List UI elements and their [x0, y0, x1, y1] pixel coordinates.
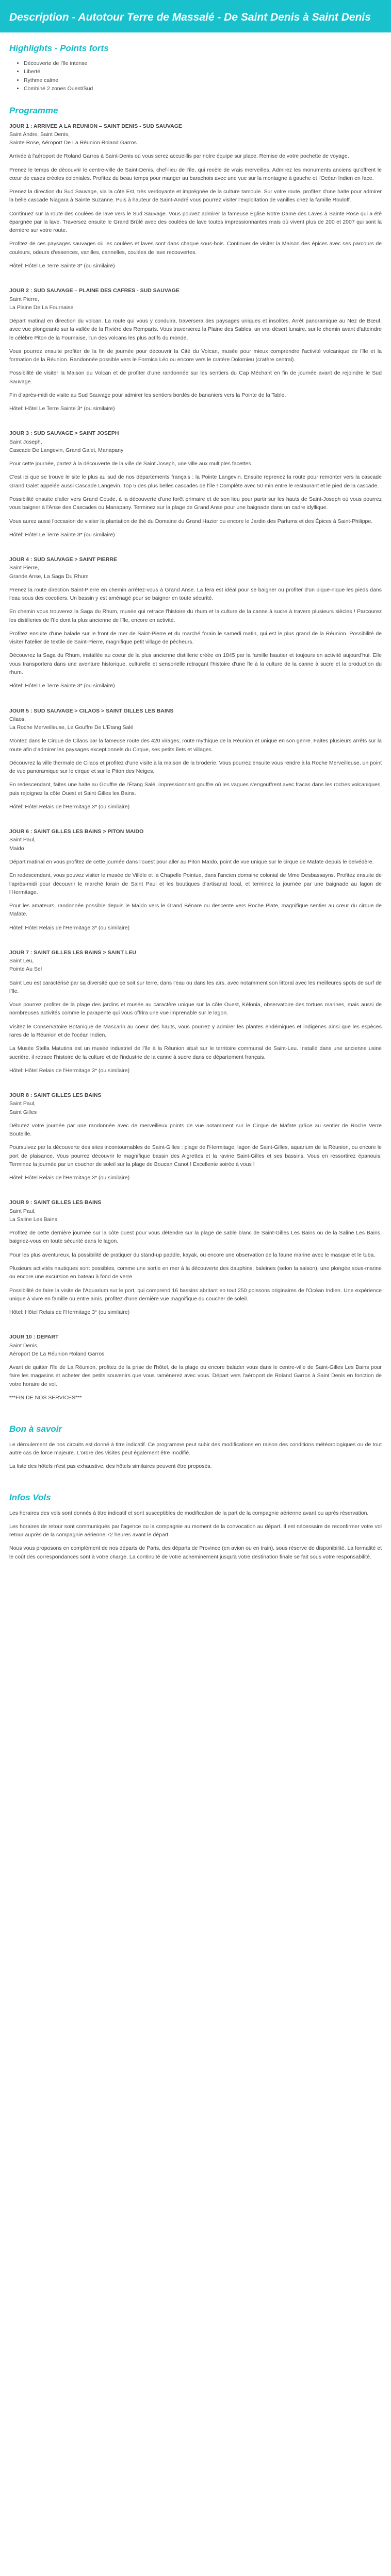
day-paragraph: Pour les amateurs, randonnée possible depuis le Maïdo vers le Grand Bénare ou descente vers Roche Plate, magnifique sentier au cœur du cirque de Mafate. [9, 903, 382, 918]
day-places: Saint Pierre, [9, 565, 39, 571]
day-title: JOUR 8 : SAINT GILLES LES BAINS [9, 1092, 102, 1099]
day-places: Saint Paul, [9, 1100, 36, 1107]
hotel-line: Hôtel: Hôtel Relais de l'Hermitage 3* (ou similaire) [9, 803, 130, 810]
day-paragraph: Prenez la route direction Saint-Pierre en chemin arrêtez-vous à Grand Anse. La fera est idéal pour se baigner ou profiter d'un pique-nique les pieds dans l'eau sous des cocotiers. Un bassin y est aménagé pour se baigner en toute sécurité. [9, 586, 382, 602]
day-paragraph: En redescendant, vous pouvez visiter le musée de Villèle et la Chapelle Pointue, dans l'ancien domaine colonial de Mme Desbassayns. Profitez ensuite de l'après-midi pour découvrir le marché forain de Saint Paul et les boutiques d'artisanat local, et terminez la journée par une baignade au lagon de l'Hermitage. [9, 872, 382, 895]
day-places: Saint Pierre, [9, 296, 39, 302]
day-paragraph: Départ matinal en direction du volcan. La route qui vous y conduira, traversera des paysages uniques et insolites. Arrêt panoramique au Nez de Bœuf, avec vue plongeante sur la vallée de la Rivière des Remparts. Vous traverserez la Plaine des Sables, un vrai désert lunaire, sur le chemin avant d'atteindre le célèbre Piton de la Fournaise, l'un des volcans les plus actifs du monde. [9, 318, 382, 341]
day-places: La Plaine De La Fournaise [9, 304, 74, 311]
day-paragraph: Prenez la direction du Sud Sauvage, via la côte Est, très verdoyante et imprégnée de la culture tamoule. Sur votre route, profitez d'une halte pour admirer la belle cascade Niagara à Sainte Suzanne. Puis à hauteur de Saint-André vous pourrez visiter l'exploitation de vanilles chez la famille Rouloff. [9, 189, 382, 204]
day-paragraph: Départ matinal en vous profitez de cette journée dans l'ouest pour aller au Piton Maïdo, point de vue unique sur le cirque de Mafate depuis le belvédère. [9, 858, 374, 865]
day-paragraph: Profitez de ces paysages sauvages où les coulées et laves sont dans chaque sous-bois. Continuer de visiter la Maison des épices avec ses parcours de couleurs, odeurs d'essences, vanilles, cannelles, coulées de lave recouvertes. [9, 241, 382, 256]
hotel-line: Hôtel: Hôtel Relais de l'Hermitage 3* (ou similaire) [9, 1309, 130, 1316]
day-paragraph: En chemin vous trouverez la Saga du Rhum, musée qui retrace l'histoire du rhum et la culture de la canne à sucre à travers plusieurs siècles ! Parcourez les distilleries de l'île dont la plus ancienne de l'île, encore en activité. [9, 608, 382, 623]
day-paragraph: Vous pourrez ensuite profiter de la fin de journée pour découvrir la Cité du Volcan, musée pour mieux comprendre l'activité volcanique de l'île et la formation de la Réunion. Randonnée possible vers le Formica Léo ou encore vers le cratère Dolomieu (cratère central). [9, 348, 382, 363]
day-title: JOUR 4 : SUD SAUVAGE > SAINT PIERRE [9, 556, 117, 563]
day-title: JOUR 2 : SUD SAUVAGE – PLAINE DES CAFRES - SUD SAUVAGE [9, 287, 180, 294]
day-title: JOUR 5 : SUD SAUVAGE > CILAOS > SAINT GILLES LES BAINS [9, 707, 174, 714]
hotel-line: Hôtel: Hôtel Relais de l'Hermitage 3* (ou similaire) [9, 1175, 130, 1181]
bon-voyage-paragraph: La liste des hôtels n'est pas exhaustive, des hôtels similaires peuvent être proposés. [9, 1463, 212, 1470]
day-places: Cilaos, [9, 716, 26, 722]
day-paragraph: Saint Leu est caractérisé par sa diversité que ce soit sur terre, dans l'eau ou dans les airs, avec notamment son littoral avec les meilleures spots de surf de l'île. [9, 979, 382, 994]
day-places: Saint Joseph, [9, 438, 42, 445]
day-paragraph: Débutez votre journée par une randonnée avec de merveilleux points de vue notamment sur le Cirque de Mafate grâce au sentier de Roche Verre Bouteille. [9, 1122, 382, 1138]
day-paragraph: Possibilité de visiter la Maison du Volcan et de profiter d'une randonnée sur les sentiers du Cap Méchant en fin de journée avant de rejoindre le Sud Sauvage. [9, 370, 382, 385]
day-places: Sainte Rose, Aéroport De La Réunion Roland Garros [9, 140, 137, 146]
day-block [9, 1198, 382, 1316]
hotel-line: Hôtel: Hôtel Le Terre Sainte 3* (ou similaire) [9, 405, 115, 412]
day-places: Saint Andre, Saint Denis, [9, 131, 70, 138]
day-paragraph: Découvrez la ville thermale de Cilaos et profitez d'une visite à la maison de la broderie. Vous pourrez ensuite vous rendre à la Roche Merveilleuse, un point de vue panoramique sur le cirque et sur le Piton des Neiges. [9, 759, 382, 775]
day-places: Saint Denis, [9, 1342, 39, 1349]
hotel-line: Hôtel: Hôtel Le Terre Sainte 3* (ou similaire) [9, 683, 115, 689]
day-paragraph: Découvrez la Saga du Rhum, installée au coeur de la plus ancienne distillerie créée en 1845 par la famille Isautier et toujours en activité aujourd'hui. Elle vous transportera dans une aventure historique, culturelle et sensorielle retraçant l'histoire d'une île à la culture de la canne à sucre et la production du rhum. [9, 652, 382, 675]
day-places: Cascade De Langevin, Grand Galet, Manapany [9, 447, 124, 453]
day-title: JOUR 10 : DEPART [9, 1334, 59, 1341]
day-block [9, 1091, 382, 1182]
bon-voyage-text [9, 1440, 382, 1471]
day-paragraph: C'est ici que se trouve le site le plus au sud de nos départements français : la Pointe Langevin. Ensuite reprenez la route pour remonter vers la cascade Grand Galet appelée aussi Cascade Langevin. Top 5 des plus belles cascades de l'île ! Complète avec 50 min entre le restaurant et le pied de la cascade. [9, 474, 382, 489]
day-places: Aéroport De La Réunion Roland Garros [9, 1350, 105, 1357]
day-paragraph: Profitez de cette dernière journée sur la côte ouest pour vous détendre sur la plage de sable blanc de Saint-Gilles Les Bains ou de la Saline Les Bains, baignez-vous en toute sécurité dans le lagon. [9, 1230, 382, 1245]
day-places: Saint Paul, [9, 1208, 36, 1214]
hotel-line: Hôtel: Hôtel Le Terre Sainte 3* (ou similaire) [9, 262, 115, 269]
day-paragraph: Montez dans le Cirque de Cilaos par la fameuse route des 420 virages, route mythique de la Réunion et unique en son genre. Faites plusieurs arrêts sur la route afin d'admirer les paysages exceptionnels du Cirque, ses petits îlets et villages. [9, 738, 382, 753]
bon-voyage-heading: Bon à savoir [9, 1424, 62, 1434]
hotel-line: Hôtel: Hôtel Relais de l'Hermitage 3* (ou similaire) [9, 924, 130, 931]
day-block [9, 707, 382, 811]
content [0, 32, 391, 1582]
day-paragraph: ***FIN DE NOS SERVICES*** [9, 1394, 82, 1401]
day-places: Grande Anse, La Saga Du Rhum [9, 573, 89, 580]
highlight-item: • Rythme calme [24, 76, 382, 84]
infos-text [9, 1509, 382, 1561]
highlights-heading: Highlights - Points forts [9, 43, 109, 53]
day-block [9, 286, 382, 413]
day-block [9, 555, 382, 690]
highlights-list [9, 59, 382, 93]
day-paragraph: Vous aurez aussi l'occasion de visiter la plantation de thé du Domaine du Grand Hazier ou encore le Jardin des Parfums et des Épices à Saint-Philippe. [9, 518, 373, 524]
day-block [9, 122, 382, 270]
day-paragraph: Possibilité de faire la visite de l'Aquarium sur le port, qui comprend 16 bassins abritant en tout 250 poissons originaires de l'Océan Indien. Une expérience unique à vivre en famille ou entre amis, profitez d'une dernière vue magnifique du coucher de soleil. [9, 1287, 382, 1302]
day-paragraph: Pour cette journée, partez à la découverte de la ville de Saint Joseph, une ville aux multiples facettes. [9, 461, 253, 467]
day-paragraph: Possibilité ensuite d'aller vers Grand Coude, à la découverte d'une forêt primaire et de son lieu pour partir sur les hauts de Saint-Joseph où vous pourrez vous baigner à l'Anse des Cascades ou Manapany. Terminez sur la plage de Grand Anse pour une baignade dans un cadre idyllique. [9, 496, 382, 511]
day-title: JOUR 9 : SAINT GILLES LES BAINS [9, 1199, 102, 1206]
day-places: Saint Paul, [9, 837, 36, 843]
day-paragraph: Fin d'après-midi de visite au Sud Sauvage pour admirer les sentiers bordés de bananiers vers la Pointe de la Table. [9, 392, 286, 398]
day-paragraph: Avant de quitter l'île de La Réunion, profitez de la prise de l'hôtel, de la plage ou encore balader vous dans le centre-ville de Saint-Gilles Les Bains pour faire les magasins et acheter des petits souvenirs que vous ramènerez avec vous. Départ vers l'aéroport de Roland Garros à Saint Denis en fonction de votre horaire de vol. [9, 1364, 382, 1387]
day-paragraph: La Musée Stella Matutina est un musée industriel de l'île à la Réunion situé sur le territoire communal de Saint-Leu. Installé dans une ancienne usine sucrière, il retrace l'histoire de la culture et de l'industrie de la canne à sucre dans ce département français. [9, 1045, 382, 1060]
day-paragraph: Poursuivez par la découverte des sites incontournables de Saint-Gilles : plage de l'Hermitage, lagon de Saint-Gilles, aquarium de la Réunion, ou encore le port de plaisance. Vous pourrez découvrir le magnifique bassin des Aigrettes et la ravine Saint-Gilles et ses bassins. Vous en ressortirez épanouis. Terminez la journée par un coucher de soleil sur la plage de Boucan Canot ! Excellente soirée à vous ! [9, 1144, 382, 1167]
program-heading: Programme [9, 106, 58, 116]
infos-paragraph: Nous vous proposons en complément de nos départs de Paris, des départs de Province (en avion ou en train), sous réserve de disponibilité. La formalité et le coût des correspondances sont à votre charge. La continuité de votre acheminement jusqu'à votre destination finale se fait sous votre responsabilité. [9, 1545, 382, 1560]
day-paragraph: Arrivée à l'aéroport de Roland Garros à Saint-Denis où vous serez accueillis par notre équipe sur place. Remise de votre pochette de voyage. [9, 153, 349, 160]
day-block [9, 948, 382, 1075]
day-paragraph: Visitez le Conservatoire Botanique de Mascarin au coeur des hauts, vous pourrez y admirer les plantes endémiques et indigènes ainsi que les espèces rares de la Réunion et de l'océan Indien. [9, 1023, 382, 1038]
day-places: Maido [9, 845, 24, 852]
day-paragraph: Continuez sur la route des coulées de lave vers le Sud Sauvage. Vous pouvez admirer la fameuse Église Notre Dame des Laves à Sainte Rose qui a été épargnée par la lave. Traversez ensuite le Grand Brûlé avec des coulées de lave toutes impressionnantes mais où vivent plus de 200 et 2007 qui sont la dernière sur votre route. [9, 210, 382, 234]
day-places: Pointe Au Sel [9, 966, 42, 973]
highlight-item: • Combiné 2 zones Ouest/Sud [24, 84, 382, 93]
day-places: La Saline Les Bains [9, 1216, 57, 1223]
hotel-line: Hôtel: Hôtel Relais de l'Hermitage 3* (ou similaire) [9, 1067, 130, 1074]
day-block [9, 827, 382, 932]
page-title: Description - Autotour Terre de Massalé - De Saint Denis à Saint Denis [9, 11, 371, 23]
day-paragraph: En redescendant, faites une halte au Gouffre de l'Étang Salé, impressionnant gouffre où les vagues s'engouffrent avec fracas dans les roches volcaniques, puis rejoignez la côte Ouest et Saint Gilles les Bains. [9, 782, 382, 796]
day-places: Saint Leu, [9, 958, 34, 964]
day-title: JOUR 6 : SAINT GILLES LES BAINS > PITON MAIDO [9, 828, 144, 835]
bon-voyage-paragraph: Le déroulement de nos circuits est donné à titre indicatif. Ce programme peut subir des modifications en raison des conditions météorologiques ou de tout autre cas de force majeure. L'ordre des visites peut également être modifié. [9, 1441, 382, 1456]
infos-paragraph: Les horaires de retour sont communiqués par l'agence ou la compagnie au moment de la convocation au départ. Il est nécessaire de reconfirmer votre vol retour auprès de la compagnie aérienne 72 heures avant le départ. [9, 1523, 382, 1538]
highlight-item: • Découverte de l'île intense [24, 59, 382, 67]
day-paragraph: Profitez ensuite d'une balade sur le front de mer de Saint-Pierre et du marché forain le samedi matin, qui est le plus grand de la Réunion. Possibilité de visiter l'atelier de textile de Saint-Pierre, magnifique petit village de pêcheurs. [9, 630, 382, 646]
day-paragraph: Pour les plus aventureux, la possibilité de pratiquer du stand-up paddle, kayak, ou encore une observation de la faune marine avec le masque et le tuba. [9, 1251, 376, 1258]
day-block [9, 1333, 382, 1402]
day-paragraph: Plusieurs activités nautiques sont possibles, comme une sortie en mer à la découverte des dauphins, baleines (selon la saison), une plongée sous-marine ou encore une excursion en bateau à fond de verre. [9, 1265, 382, 1280]
infos-heading: Infos Vols [9, 1493, 51, 1503]
infos-paragraph: Les horaires des vols sont donnés à titre indicatif et sont susceptibles de modification de la part de la compagnie aérienne avant ou après réservation. [9, 1510, 369, 1516]
day-title: JOUR 1 : ARRIVEE A LA REUNION – SAINT DENIS - SUD SAUVAGE [9, 123, 182, 129]
hotel-line: Hôtel: Hôtel Le Terre Sainte 3* (ou similaire) [9, 531, 115, 538]
day-block [9, 429, 382, 539]
day-places: La Roche Merveilleuse, Le Gouffre De L'Etang Salé [9, 724, 134, 731]
highlight-item: • Liberté [24, 67, 382, 76]
day-title: JOUR 3 : SUD SAUVAGE > SAINT JOSEPH [9, 430, 119, 437]
day-title: JOUR 7 : SAINT GILLES LES BAINS > SAINT LEU [9, 949, 136, 956]
day-paragraph: Vous pourrez profiter de la plage des jardins et musée au caractère unique sur la côte Ouest, Kélonia, observatoire des tortues marines, mais aussi de nombreuses activités comme le parapente qui vous offrira une vue imprenable sur le lagon. [9, 1002, 382, 1016]
title-banner [0, 0, 391, 32]
day-places: Saint Gilles [9, 1109, 37, 1115]
day-paragraph: Prenez le temps de découvrir le centre-ville de Saint-Denis, chef-lieu de l'île, qui recèle de vrais merveilles. Admirez les monuments anciens qu'offrent le cœur de cases créoles coloniales. Profitez du beau temps pour manger au barachois avec une vue sur la montagne à gauche et l'Océan Indien en face. [9, 166, 382, 181]
